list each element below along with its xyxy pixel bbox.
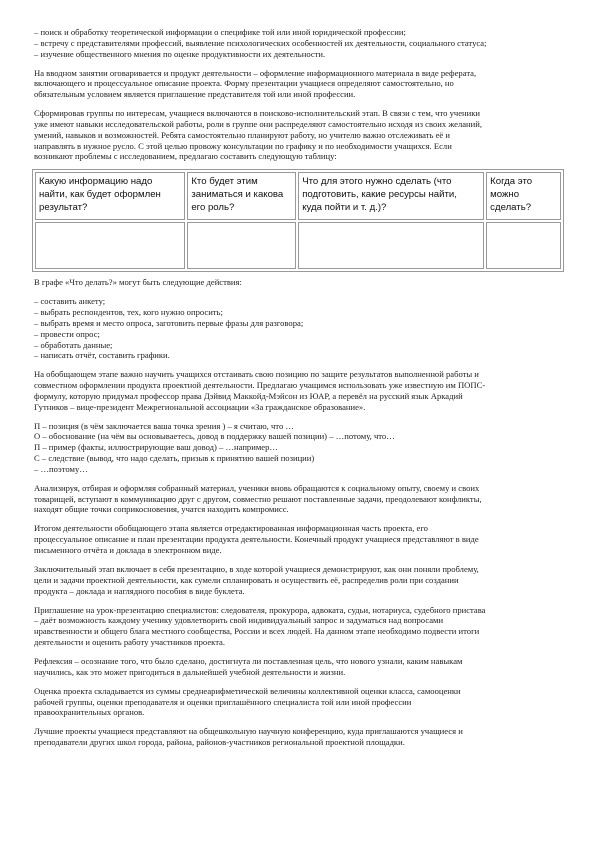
text-line: формулу, которую придумал профессор права Дэйвид Маккойд-Мэйсон из ЮАР, а перевёл на русский язык Аркадий	[34, 390, 463, 401]
text-line: Лучшие проекты учащиеся представляют на общешкольную научную конференцию, куда приглашаются учащиеся и	[34, 726, 463, 737]
text-line: Приглашение на урок-презентацию специалистов: следователя, прокурора, адвоката, судьи, нотариуса, судебного пристава	[34, 604, 486, 615]
text-line: продукта – доклада и наглядного пособия в виде буклета.	[34, 585, 245, 596]
list-item: – изучение общественного мнения по оценке продуктивности их деятельности.	[34, 48, 326, 59]
paragraph-search-stage	[34, 108, 562, 162]
text-line: Итогом деятельности обобщающего этапа является отредактированная информационная часть проекта, его	[34, 523, 428, 534]
table-header-row	[35, 172, 561, 220]
text-line: Сформировав группы по интересам, учащиеся включаются в поисково-исполнительский этап. В связи с тем, что ученики	[34, 108, 480, 119]
paragraph-result	[34, 523, 562, 555]
text-line: научились, как это может пригодиться в дальнейшей учебной деятельности и жизни.	[34, 666, 346, 677]
table-cell	[486, 222, 561, 269]
list-item: П – позиция (в чём заключается ваша точка зрения ) – я считаю, что …	[34, 420, 294, 431]
list-item: – встречу с представителями профессий, выявление психологических особенностей их деятельности, социального статуса;	[34, 37, 487, 48]
list-item: П – пример (факты, иллюстрирующие ваш довод) – …например…	[34, 442, 278, 453]
paragraph-generalizing-stage	[34, 369, 562, 412]
text-line: На обобщающем этапе важно научить учащихся отстаивать свою позицию по защите результатов выполненной работы и	[34, 369, 479, 380]
text-line: процессуальное описание и план презентации продукта деятельности. Конечный продукт учащиеся представляют в виде	[34, 534, 479, 545]
text-line: правоохранительных органов.	[34, 707, 145, 718]
table-header-cell	[187, 172, 296, 220]
text-line: письменного отчёта и доклада в электронном виде.	[34, 545, 222, 555]
paragraph-conference	[34, 726, 562, 748]
paragraph-actions-intro	[34, 277, 562, 288]
header-line: Когда это	[490, 176, 533, 188]
text-line: Заключительный этап включает в себя презентацию, в ходе которой учащиеся демонстрируют, как они поняли проблему,	[34, 563, 479, 574]
paragraph-reflection	[34, 656, 562, 678]
list-item: – обработать данные;	[34, 339, 113, 350]
text-line: В графе «Что делать?» могут быть следующие действия:	[34, 277, 242, 288]
list-item: О – обоснование (на чём вы основываетесь, довод в поддержку вашей позиции) – …потому, что…	[34, 431, 395, 442]
text-line: Гутников – вице-президент Межрегиональной ассоциации «За гражданское образование».	[34, 401, 366, 412]
header-line: Что для этого нужно сделать (что	[302, 176, 452, 188]
paragraph-final-stage	[34, 564, 562, 596]
table-cell	[35, 222, 185, 269]
text-line: включающего и процессуальное описание проекта. Форму презентации учащиеся определяют самостоятельно, но	[34, 78, 454, 89]
header-line: куда пойти и т. д.)?	[302, 202, 387, 214]
paragraph-invitation	[34, 605, 562, 648]
intro-list	[34, 27, 562, 59]
pops-list	[34, 421, 562, 475]
text-line: находят общие точки соприкосновения, учатся находить компромисс.	[34, 504, 289, 515]
list-item: – выбрать респондентов, тех, кого нужно опросить;	[34, 307, 223, 318]
text-line: преподаватели других школ города, района, районов-участников региональной проектной площадки.	[34, 737, 405, 748]
text-line: деятельности и оценить работу участников проекта.	[34, 636, 226, 647]
text-line: Рефлексия – осознание того, что было сделано, достигнута ли поставленная цель, что нового узнали, каким навыкам	[34, 655, 463, 666]
text-line: возникают проблемы с исследованием, предлагаю составить следующую таблицу:	[34, 151, 337, 162]
text-line: цели и задачи проектной деятельности, как сумели спланировать и осуществить её, распределив роли при создании	[34, 574, 459, 585]
paragraph-assessment	[34, 686, 562, 718]
document-page	[34, 27, 562, 756]
text-line: Оценка проекта складывается из суммы среднеарифметической величины коллективной оценки класса, самооценки	[34, 685, 461, 696]
paragraph-analysis	[34, 483, 562, 515]
table-header-cell	[486, 172, 561, 220]
list-item: – поиск и обработку теоретической информации о специфике той или иной юридической профессии;	[34, 27, 406, 37]
header-line: Кто будет этим	[191, 176, 258, 188]
text-line: Анализируя, отбирая и оформляя собранный материал, ученики вновь обращаются к социальному опыту, своему и своих	[34, 482, 480, 493]
text-line: нравственности и общего блага местного сообщества, России и всех людей. На данном этапе необходимо подвести итоги	[34, 626, 480, 637]
list-item: – выбрать время и место опроса, заготовить первые фразы для разговора;	[34, 317, 304, 328]
table-header-cell	[298, 172, 484, 220]
list-item: С – следствие (вывод, что надо сделать, призыв к принятию вашей позиции)	[34, 453, 315, 464]
header-line: Какую информацию надо	[39, 176, 153, 188]
text-line: уже имеют навыки исследовательской работы, роли в группе они распределяют самостоятельно исходя из своих желаний,	[34, 118, 483, 129]
text-line: – даёт возможность каждому ученику удовлетворить свой индивидуальный запрос и задуматься над вопросами	[34, 615, 444, 626]
text-line: совместном оформлении продукта проектной деятельности. Предлагаю учащимся использовать уже известную им ПОПС-	[34, 380, 486, 391]
list-item: – провести опрос;	[34, 328, 100, 339]
text-line: направлять в нужное русло. С этой целью провожу консультации по графику и по необходимости учащихся. Если	[34, 140, 452, 151]
paragraph-product	[34, 68, 562, 100]
list-item: – …поэтому…	[34, 463, 88, 474]
text-line: обязательным условием является приглашение представителя той или иной профессии.	[34, 89, 356, 100]
header-line: результат?	[39, 202, 88, 214]
list-item: – написать отчёт, составить графики.	[34, 350, 170, 361]
actions-list	[34, 296, 562, 361]
table-cell	[298, 222, 484, 269]
text-line: умений, навыков и возможностей. Ребята самостоятельно планируют работу, но учителю важно отслеживать её и	[34, 129, 450, 140]
text-line: рабочей группы, оценки преподавателя и оценки приглашённого специалиста той или иной профессии	[34, 696, 412, 707]
header-line: сделать?	[490, 202, 532, 214]
header-line: подготовить, какие ресурсы найти,	[302, 189, 457, 201]
table-header-cell	[35, 172, 185, 220]
planning-table	[32, 169, 564, 272]
table-cell	[187, 222, 296, 269]
header-line: его роль?	[191, 202, 235, 214]
header-line: можно	[490, 189, 520, 201]
text-line: На вводном занятии оговаривается и продукт деятельности – оформление информационного материала в виде реферата,	[34, 67, 477, 78]
header-line: найти, как будет оформлен	[39, 189, 161, 201]
table-row	[35, 222, 561, 269]
header-line: заниматься и какова	[191, 189, 284, 201]
text-line: товарищей, вступают в коммуникацию друг с другом, совместно решают поставленные задачи, преодолевают конфликты,	[34, 493, 482, 504]
list-item: – составить анкету;	[34, 296, 106, 307]
